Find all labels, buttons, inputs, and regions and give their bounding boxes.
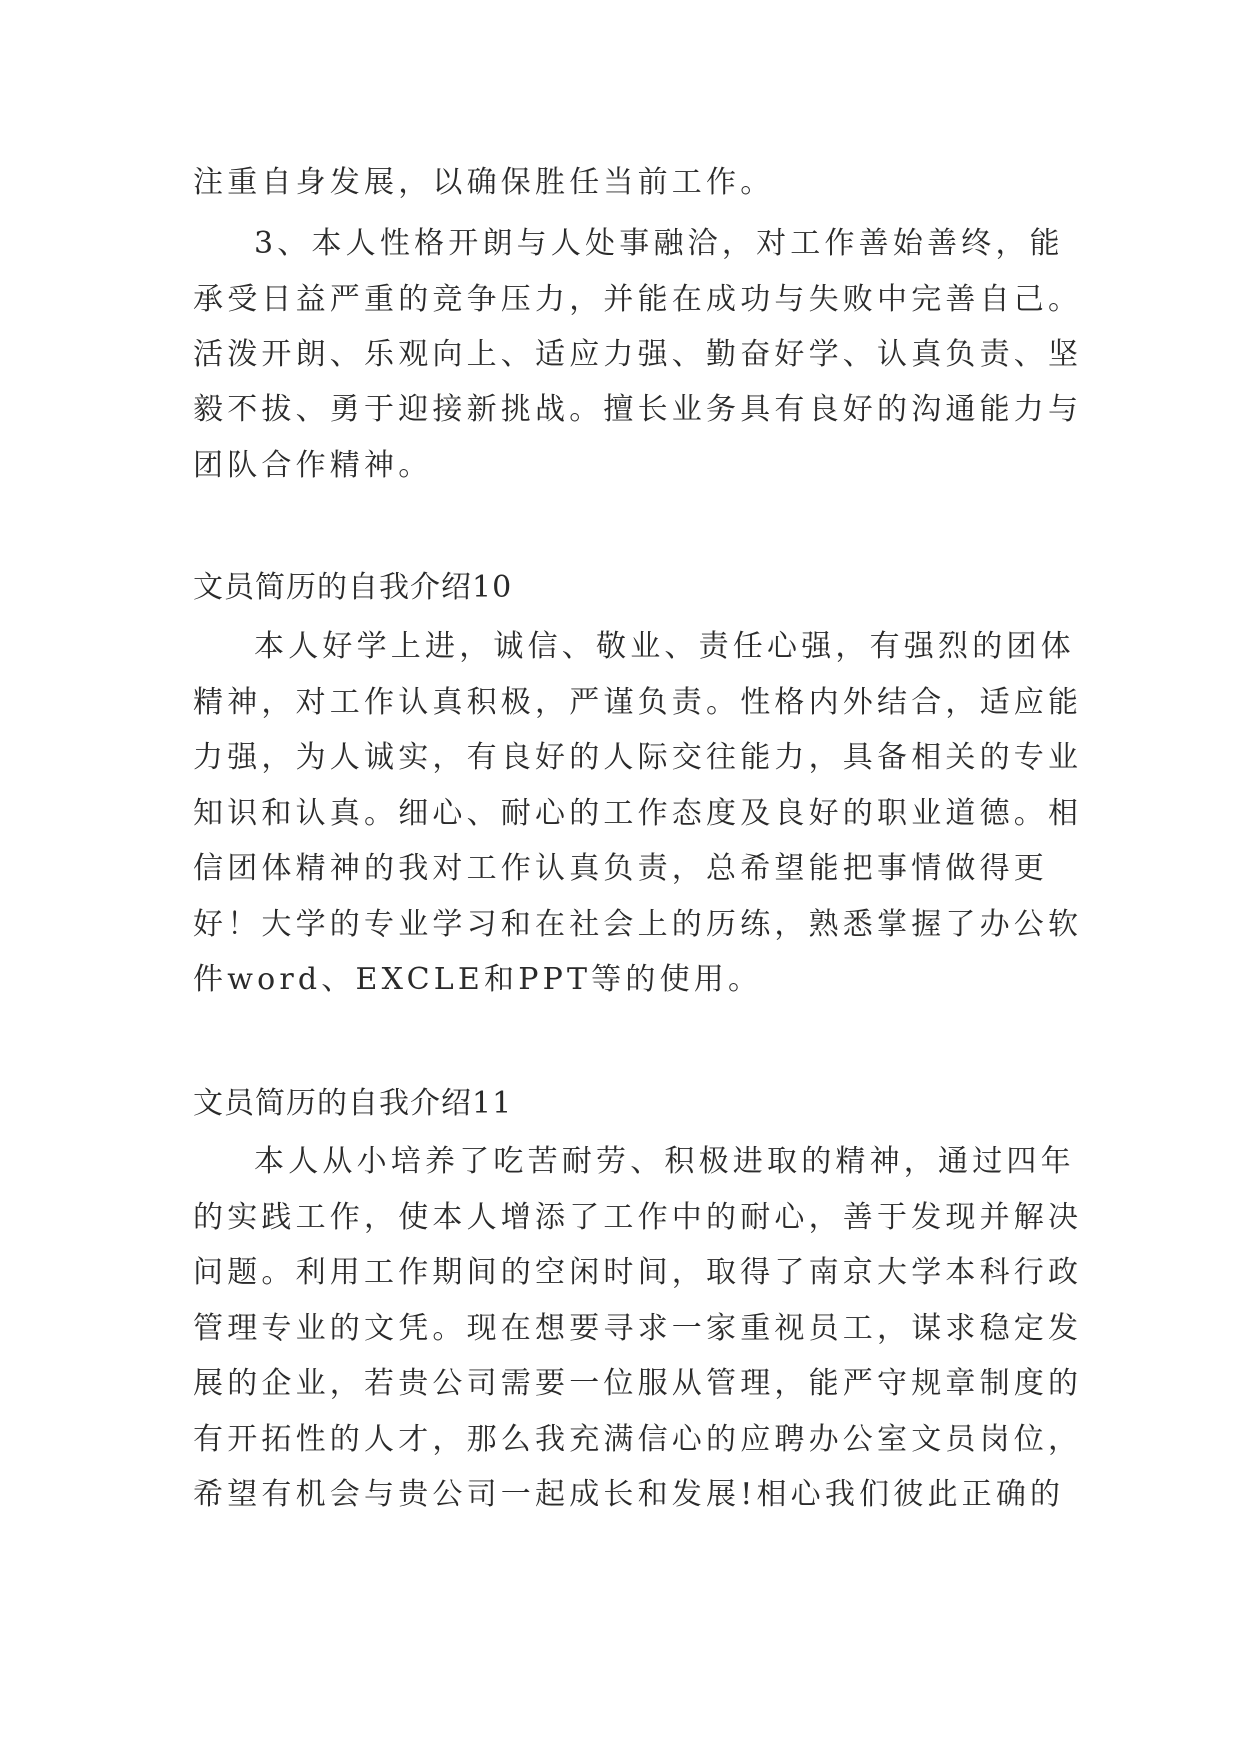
paragraph-line: 好！大学的专业学习和在社会上的历练，熟悉掌握了办公软 [193, 907, 1083, 942]
paragraph-line: 本人从小培养了吃苦耐劳、积极进取的精神，通过四年 [254, 1144, 1075, 1179]
paragraph-line: 展的企业，若贵公司需要一位服从管理，能严守规章制度的 [193, 1366, 1083, 1401]
paragraph-line: 有开拓性的人才，那么我充满信心的应聘办公室文员岗位， [193, 1422, 1083, 1457]
paragraph-line: 件word、EXCLE和PPT等的使用。 [193, 962, 763, 997]
paragraph-line: 本人好学上进，诚信、敬业、责任心强，有强烈的团体 [254, 629, 1075, 664]
paragraph-line: 问题。利用工作期间的空闲时间，取得了南京大学本科行政 [193, 1255, 1083, 1290]
paragraph-line: 精神，对工作认真积极，严谨负责。性格内外结合，适应能 [193, 685, 1083, 720]
paragraph-line: 活泼开朗、乐观向上、适应力强、勤奋好学、认真负责、坚 [193, 337, 1083, 372]
paragraph-line: 团队合作精神。 [193, 448, 433, 483]
paragraph-line: 3、本人性格开朗与人处事融洽，对工作善始善终，能 [254, 226, 1064, 261]
paragraph-line: 希望有机会与贵公司一起成长和发展!相心我们彼此正确的 [193, 1477, 1065, 1512]
section-heading: 文员简历的自我介绍10 [193, 570, 513, 605]
section-heading: 文员简历的自我介绍11 [193, 1086, 513, 1121]
paragraph-line: 毅不拔、勇于迎接新挑战。擅长业务具有良好的沟通能力与 [193, 392, 1083, 427]
paragraph-line: 的实践工作，使本人增添了工作中的耐心，善于发现并解决 [193, 1200, 1083, 1235]
paragraph-line: 力强，为人诚实，有良好的人际交往能力，具备相关的专业 [193, 740, 1083, 775]
paragraph-line: 知识和认真。细心、耐心的工作态度及良好的职业道德。相 [193, 796, 1083, 831]
paragraph-line: 注重自身发展，以确保胜任当前工作。 [193, 165, 775, 200]
paragraph-line: 信团体精神的我对工作认真负责，总希望能把事情做得更 [193, 851, 1048, 886]
paragraph-line: 承受日益严重的竞争压力，并能在成功与失败中完善自己。 [193, 282, 1083, 317]
paragraph-line: 管理专业的文凭。现在想要寻求一家重视员工，谋求稳定发 [193, 1311, 1083, 1346]
